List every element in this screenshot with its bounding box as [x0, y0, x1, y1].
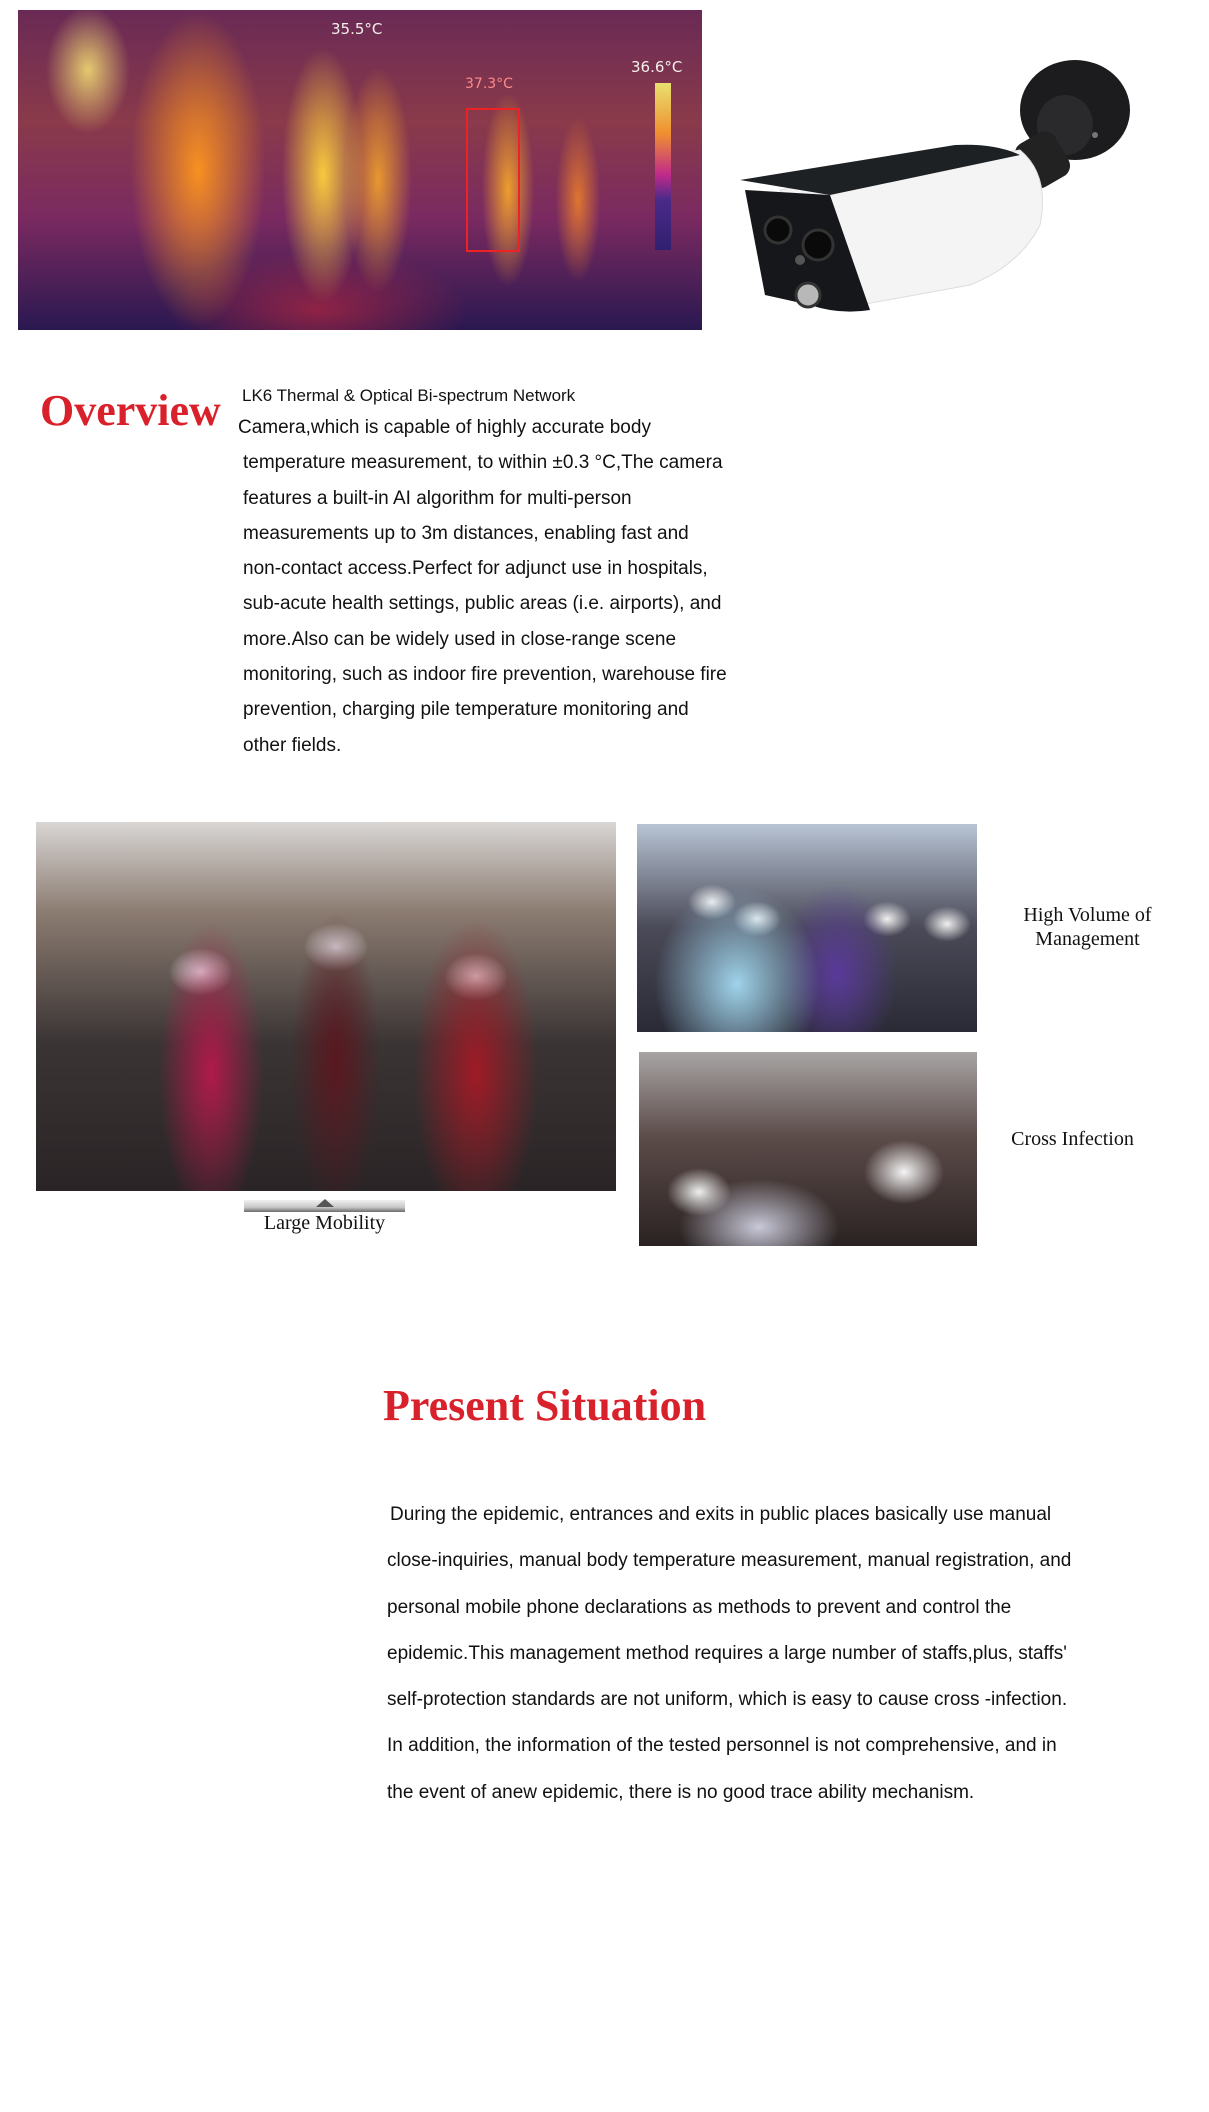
- situation-line: the event of anew epidemic, there is no good trace ability mechanism.: [387, 1781, 975, 1803]
- overview-line: other fields.: [243, 734, 342, 756]
- overview-paragraph: [238, 410, 798, 763]
- overview-line: more.Also can be widely used in close-range scene: [243, 628, 677, 650]
- overview-line: Camera,which is capable of highly accurate body: [238, 417, 651, 438]
- overview-heading: Overview: [40, 386, 221, 435]
- temperature-label: 35.5°C: [331, 20, 383, 38]
- situation-line: In addition, the information of the tested personnel is not comprehensive, and in: [387, 1735, 1057, 1757]
- overview-line: monitoring, such as indoor fire prevention, warehouse fire: [243, 664, 727, 686]
- present-situation-heading: Present Situation: [383, 1381, 707, 1430]
- overview-line: non-contact access.Perfect for adjunct use in hospitals,: [243, 558, 708, 580]
- crowd-photo: [36, 822, 616, 1191]
- caption-line: Management: [1035, 928, 1140, 950]
- thermal-lens-icon: [765, 217, 791, 243]
- large-mobility-caption: Large Mobility: [263, 1212, 386, 1234]
- present-situation-paragraph: [387, 1492, 1187, 1816]
- temperature-color-scale: [655, 83, 671, 250]
- caption-line: High Volume of: [1023, 904, 1152, 926]
- situation-line: self-protection standards are not uniform, which is easy to cause cross -infection.: [387, 1689, 1068, 1711]
- optical-lens-icon: [803, 230, 833, 260]
- situation-line: personal mobile phone declarations as methods to prevent and control the: [387, 1596, 1012, 1618]
- high-volume-caption: [1000, 903, 1175, 951]
- temperature-screening-photo: [637, 824, 977, 1032]
- overview-line: sub-acute health settings, public areas (i.e. airports), and: [243, 593, 722, 615]
- checkin-screening-photo: [639, 1052, 977, 1246]
- flagged-temperature-label: 37.3°C: [465, 76, 513, 92]
- fever-detection-box: [466, 108, 520, 252]
- thermal-image: [18, 10, 702, 330]
- ir-led-icon: [796, 283, 820, 307]
- overview-line: features a built-in AI algorithm for multi-person: [243, 487, 632, 509]
- situation-line: close-inquiries, manual body temperature measurement, manual registration, and: [387, 1550, 1072, 1572]
- caption-pointer-icon: [316, 1199, 334, 1207]
- cross-infection-caption: Cross Infection: [1011, 1128, 1134, 1150]
- scale-max-label: 36.6°C: [631, 58, 683, 76]
- overview-intro: LK6 Thermal & Optical Bi-spectrum Network: [242, 386, 576, 405]
- overview-line: measurements up to 3m distances, enabling fast and: [243, 522, 689, 544]
- overview-line: temperature measurement, to within ±0.3 °C,The camera: [243, 452, 723, 474]
- situation-line: epidemic.This management method requires a large number of staffs,plus, staffs': [387, 1642, 1067, 1664]
- overview-line: prevention, charging pile temperature monitoring and: [243, 699, 689, 721]
- camera-product-image: [720, 55, 1140, 340]
- situation-line: During the epidemic, entrances and exits in public places basically use manual: [390, 1504, 1052, 1525]
- sensor-icon: [795, 255, 805, 265]
